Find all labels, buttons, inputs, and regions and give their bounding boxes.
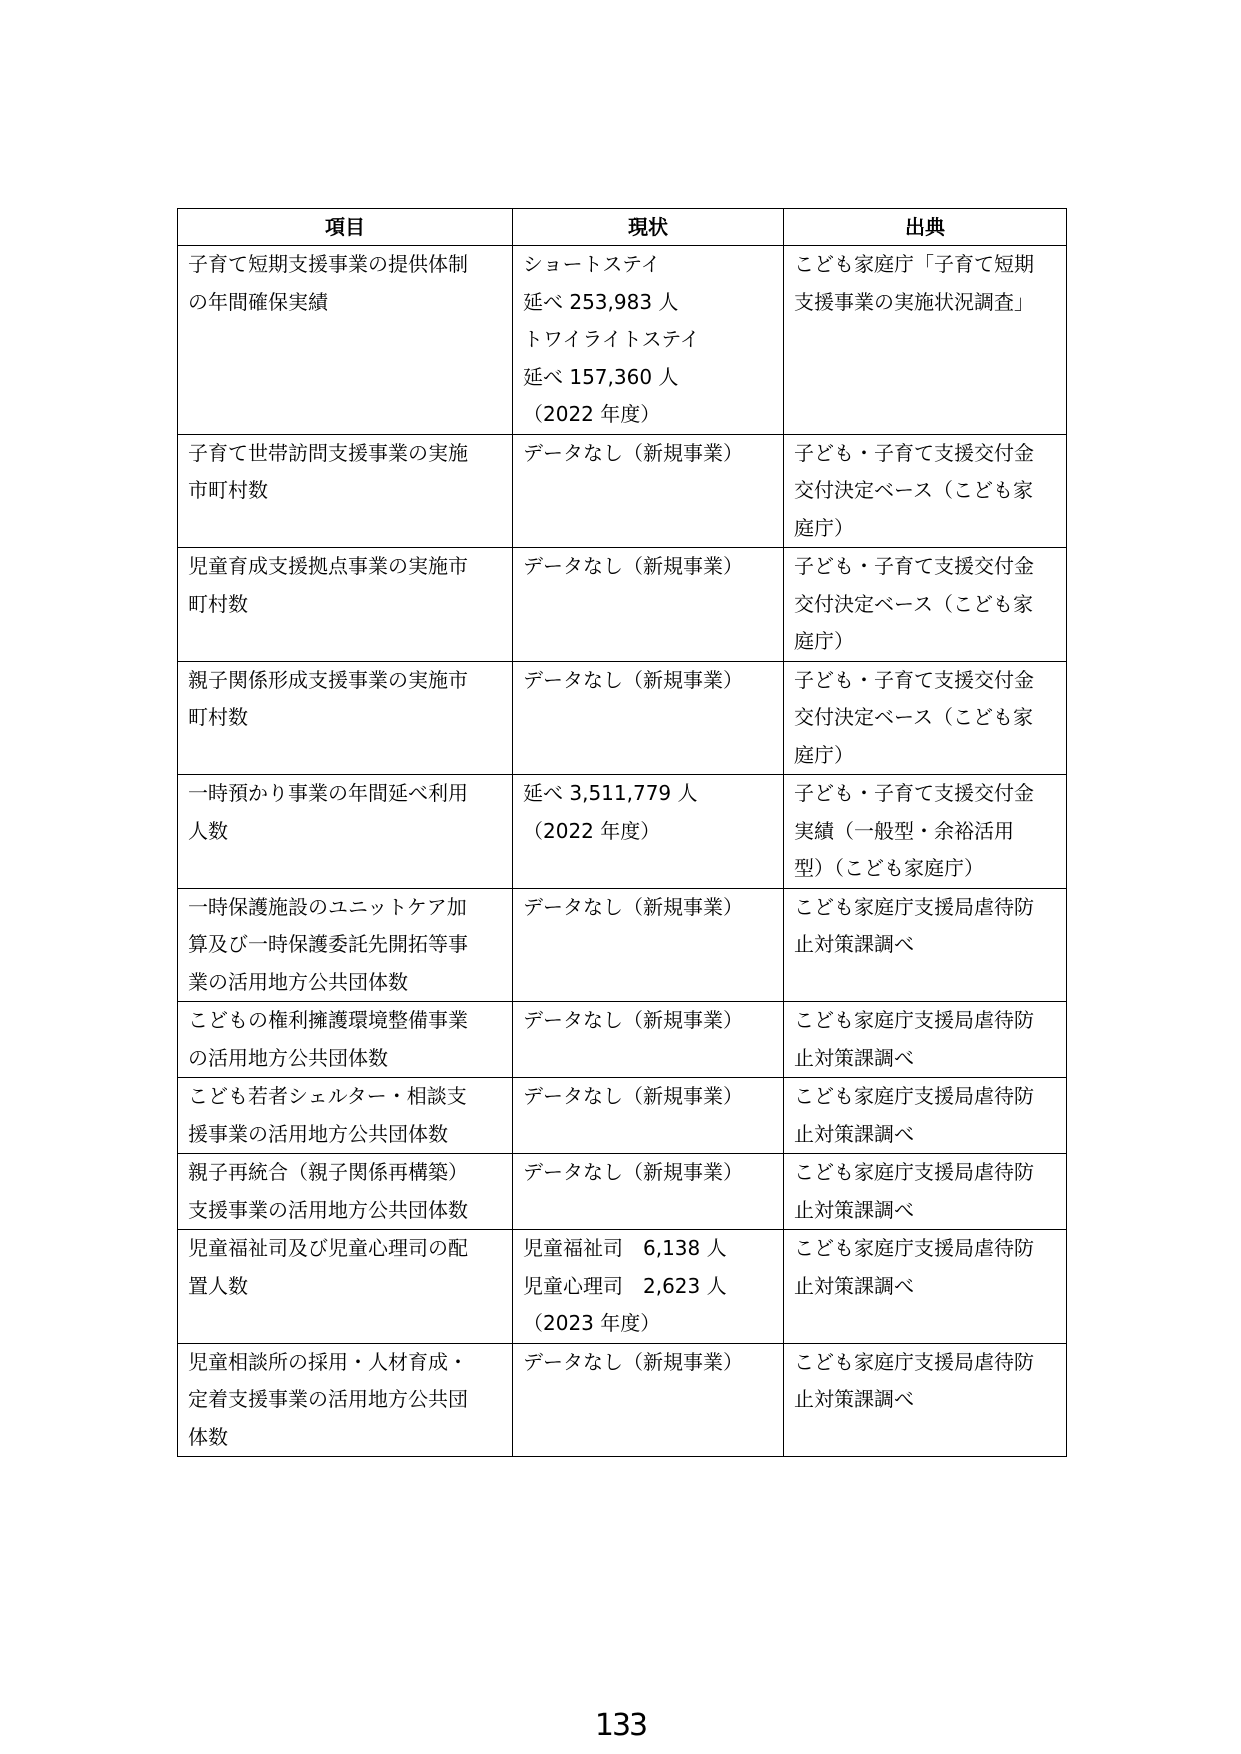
cell-item-line: 援事業の活用地方公共団体数 bbox=[188, 1121, 448, 1146]
cell-status-line: ショートステイ bbox=[523, 252, 661, 276]
header-item: 項目 bbox=[178, 209, 513, 246]
cell-status-line: データなし（新規事業） bbox=[523, 667, 743, 692]
cell-source-line: こども家庭庁支援局虐待防 bbox=[794, 1236, 1034, 1260]
cell-item bbox=[178, 1343, 513, 1457]
cell-item bbox=[178, 548, 513, 662]
cell-source bbox=[784, 1343, 1067, 1457]
cell-status bbox=[513, 246, 784, 435]
cell-source-line: 交付決定ベース（こども家 bbox=[794, 705, 1033, 729]
cell-source-line: 子ども・子育て支援交付金 bbox=[794, 667, 1034, 692]
cell-status-line: データなし（新規事業） bbox=[523, 440, 743, 465]
cell-status bbox=[513, 1078, 784, 1154]
cell-source bbox=[784, 246, 1067, 435]
cell-source bbox=[784, 1230, 1067, 1344]
cell-item-line: 親子再統合（親子関係再構築） bbox=[188, 1160, 468, 1184]
cell-source-line: こども家庭庁支援局虐待防 bbox=[794, 1084, 1034, 1108]
cell-status bbox=[513, 1154, 784, 1230]
cell-status-line: データなし（新規事業） bbox=[523, 1008, 743, 1032]
cell-item-line: 一時保護施設のユニットケア加 bbox=[188, 894, 467, 919]
cell-status-line: 児童心理司 2,623 人 bbox=[523, 1273, 727, 1298]
cell-item-line: の年間確保実績 bbox=[188, 289, 328, 314]
cell-item-line: 定着支援事業の活用地方公共団 bbox=[188, 1387, 468, 1411]
cell-status-line: データなし（新規事業） bbox=[523, 554, 743, 578]
cell-source-line: こども家庭庁支援局虐待防 bbox=[794, 1349, 1034, 1374]
table-row bbox=[178, 1002, 1067, 1078]
cell-item-line: こども若者シェルター・相談支 bbox=[188, 1084, 467, 1108]
header-source: 出典 bbox=[784, 209, 1067, 246]
cell-source-line: こども家庭庁支援局虐待防 bbox=[794, 1008, 1034, 1032]
cell-item-line: 児童育成支援拠点事業の実施市 bbox=[188, 554, 468, 578]
table-row bbox=[178, 1230, 1067, 1344]
cell-item-line: 親子関係形成支援事業の実施市 bbox=[188, 667, 468, 692]
cell-item-line: 置人数 bbox=[188, 1273, 248, 1298]
cell-item-line: 児童相談所の採用・人材育成・ bbox=[188, 1349, 468, 1374]
cell-source bbox=[784, 661, 1067, 775]
cell-item-line: こどもの権利擁護環境整備事業 bbox=[188, 1008, 468, 1032]
cell-item-line: 業の活用地方公共団体数 bbox=[188, 969, 408, 994]
cell-status-line: （2022 年度） bbox=[523, 818, 661, 843]
cell-source-line: 止対策課調べ bbox=[794, 1045, 914, 1070]
cell-source-line: 交付決定ベース（こども家 bbox=[794, 591, 1033, 616]
cell-source bbox=[784, 434, 1067, 548]
cell-source-line: 止対策課調べ bbox=[794, 1197, 914, 1222]
cell-status bbox=[513, 434, 784, 548]
cell-item bbox=[178, 661, 513, 775]
table-row bbox=[178, 434, 1067, 548]
cell-item-line: 町村数 bbox=[188, 591, 248, 616]
cell-source-line: 子ども・子育て支援交付金 bbox=[794, 554, 1034, 578]
cell-source-line: 止対策課調べ bbox=[794, 1273, 914, 1298]
cell-status bbox=[513, 775, 784, 889]
page-number: 133 bbox=[594, 1708, 647, 1743]
indicator-table bbox=[177, 208, 1067, 1457]
cell-source-line: 実績（一般型・余裕活用 bbox=[794, 818, 1014, 843]
cell-item-line: 一時預かり事業の年間延べ利用 bbox=[188, 781, 468, 805]
cell-source-line: 子ども・子育て支援交付金 bbox=[794, 781, 1034, 805]
cell-item-line: 子育て世帯訪問支援事業の実施 bbox=[188, 440, 468, 465]
cell-item-line: の活用地方公共団体数 bbox=[188, 1045, 388, 1070]
cell-status-line: 延べ 253,983 人 bbox=[523, 289, 679, 314]
cell-status-line: データなし（新規事業） bbox=[523, 1349, 743, 1374]
cell-status-line: 児童福祉司 6,138 人 bbox=[523, 1236, 727, 1260]
cell-source-line: 庭庁） bbox=[794, 629, 854, 653]
cell-status bbox=[513, 1002, 784, 1078]
cell-status bbox=[513, 1343, 784, 1457]
cell-status-line: データなし（新規事業） bbox=[523, 894, 743, 919]
cell-item-line: 体数 bbox=[188, 1424, 228, 1449]
table-row bbox=[178, 775, 1067, 889]
cell-source-line: 止対策課調べ bbox=[794, 932, 914, 956]
cell-source bbox=[784, 888, 1067, 1002]
cell-source-line: 庭庁） bbox=[794, 742, 854, 767]
cell-status-line: トワイライトステイ bbox=[523, 327, 700, 351]
cell-source bbox=[784, 548, 1067, 662]
header-status: 現状 bbox=[513, 209, 784, 246]
cell-item bbox=[178, 1078, 513, 1154]
cell-source bbox=[784, 775, 1067, 889]
table-row bbox=[178, 1078, 1067, 1154]
table-row bbox=[178, 1343, 1067, 1457]
cell-item bbox=[178, 434, 513, 548]
table-row bbox=[178, 548, 1067, 662]
cell-status-line: 延べ 157,360 人 bbox=[523, 364, 679, 389]
cell-source-line: 交付決定ベース（こども家 bbox=[794, 478, 1033, 502]
cell-item bbox=[178, 1002, 513, 1078]
table-row bbox=[178, 888, 1067, 1002]
cell-item-line: 子育て短期支援事業の提供体制 bbox=[188, 252, 468, 276]
cell-item bbox=[178, 1230, 513, 1344]
cell-item bbox=[178, 775, 513, 889]
cell-source-line: 庭庁） bbox=[794, 515, 854, 540]
cell-source-line: こども家庭庁支援局虐待防 bbox=[794, 894, 1034, 919]
table-body bbox=[178, 246, 1067, 1457]
cell-source bbox=[784, 1078, 1067, 1154]
table-header-row bbox=[178, 209, 1067, 246]
cell-source bbox=[784, 1002, 1067, 1078]
cell-source-line: 止対策課調べ bbox=[794, 1121, 914, 1146]
cell-status-line: データなし（新規事業） bbox=[523, 1160, 743, 1184]
cell-status bbox=[513, 888, 784, 1002]
cell-source bbox=[784, 1154, 1067, 1230]
cell-status-line: （2023 年度） bbox=[523, 1311, 661, 1335]
cell-source-line: 支援事業の実施状況調査」 bbox=[794, 289, 1034, 314]
cell-source-line: こども家庭庁「子育て短期 bbox=[794, 252, 1034, 276]
cell-status-line: （2022 年度） bbox=[523, 402, 661, 426]
cell-status bbox=[513, 1230, 784, 1344]
cell-item-line: 児童福祉司及び児童心理司の配 bbox=[188, 1236, 468, 1260]
cell-item bbox=[178, 1154, 513, 1230]
table-row bbox=[178, 246, 1067, 435]
cell-item-line: 町村数 bbox=[188, 705, 248, 729]
cell-source-line: 子ども・子育て支援交付金 bbox=[794, 440, 1034, 465]
cell-source-line: こども家庭庁支援局虐待防 bbox=[794, 1160, 1034, 1184]
cell-item bbox=[178, 888, 513, 1002]
cell-item-line: 市町村数 bbox=[188, 478, 268, 502]
cell-status bbox=[513, 661, 784, 775]
cell-item-line: 支援事業の活用地方公共団体数 bbox=[188, 1197, 468, 1222]
table-row bbox=[178, 661, 1067, 775]
cell-status bbox=[513, 548, 784, 662]
cell-item bbox=[178, 246, 513, 435]
cell-item-line: 人数 bbox=[188, 818, 228, 843]
cell-source-line: 型）（こども家庭庁） bbox=[794, 856, 984, 880]
table-row bbox=[178, 1154, 1067, 1230]
cell-status-line: データなし（新規事業） bbox=[523, 1084, 743, 1108]
cell-source-line: 止対策課調べ bbox=[794, 1387, 914, 1411]
cell-item-line: 算及び一時保護委託先開拓等事 bbox=[188, 932, 468, 956]
cell-status-line: 延べ 3,511,779 人 bbox=[523, 781, 698, 805]
